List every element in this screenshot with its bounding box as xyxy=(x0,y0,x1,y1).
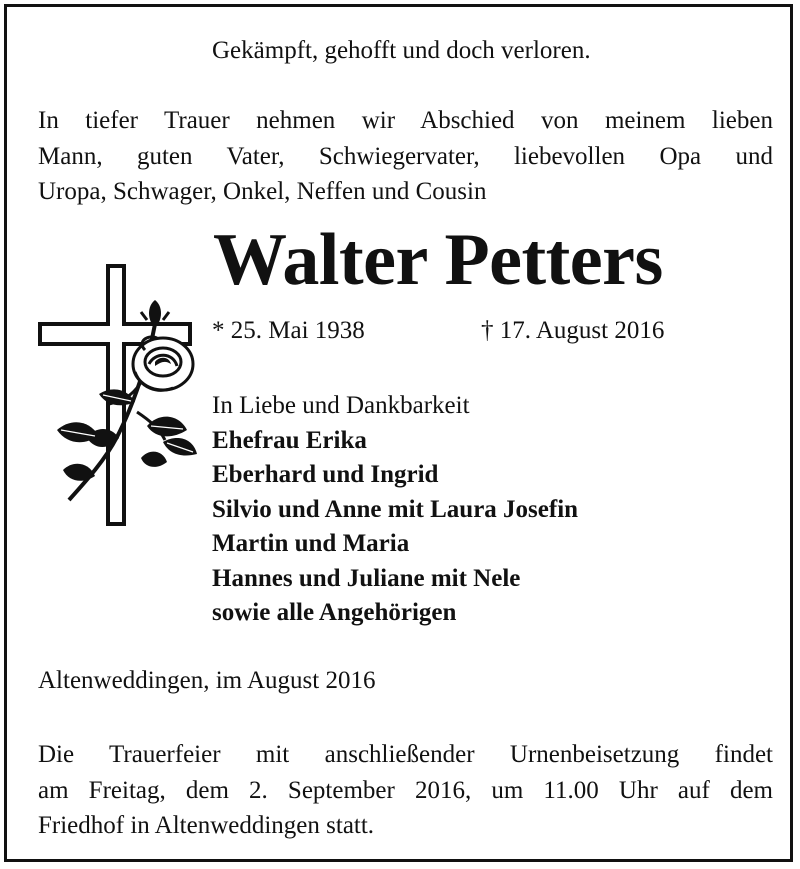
intro-line: Uropa, Schwager, Onkel, Neffen und Cousin xyxy=(38,178,487,205)
deceased-name: Walter Petters xyxy=(213,219,663,301)
intro-line: Mann, guten Vater, Schwiegervater, liebevollen Opa und xyxy=(38,142,773,170)
mourner-name: Ehefrau Erika xyxy=(212,426,367,454)
place-and-date: Altenweddingen, im August 2016 xyxy=(38,667,376,694)
mourner-name: Silvio und Anne mit Laura Josefin xyxy=(212,495,579,523)
mourners-heading: In Liebe und Dankbarkeit xyxy=(212,392,470,419)
intro-text xyxy=(38,103,773,210)
funeral-line: Die Trauerfeier mit anschließender Urnenbeisetzung findet xyxy=(38,741,773,768)
funeral-line: Friedhof in Altenweddingen statt. xyxy=(38,812,375,839)
obituary-notice xyxy=(4,4,793,862)
death-date: † 17. August 2016 xyxy=(481,317,665,344)
mourners-list xyxy=(212,389,578,631)
mourner-name: sowie alle Angehörigen xyxy=(212,599,457,626)
mourner-name: Martin und Maria xyxy=(212,530,410,557)
intro-line: In tiefer Trauer nehmen wir Abschied von meinem lieben xyxy=(38,107,773,134)
funeral-info xyxy=(38,737,773,844)
birth-date: * 25. Mai 1938 xyxy=(212,317,365,344)
mourner-name: Hannes und Juliane mit Nele xyxy=(212,564,521,592)
mourner-name: Eberhard und Ingrid xyxy=(212,461,439,488)
funeral-line: am Freitag, dem 2. September 2016, um 11.00 Uhr auf dem xyxy=(38,776,773,804)
cross-with-rose-icon xyxy=(37,262,207,532)
motto: Gekämpft, gehofft und doch verloren. xyxy=(212,37,591,64)
